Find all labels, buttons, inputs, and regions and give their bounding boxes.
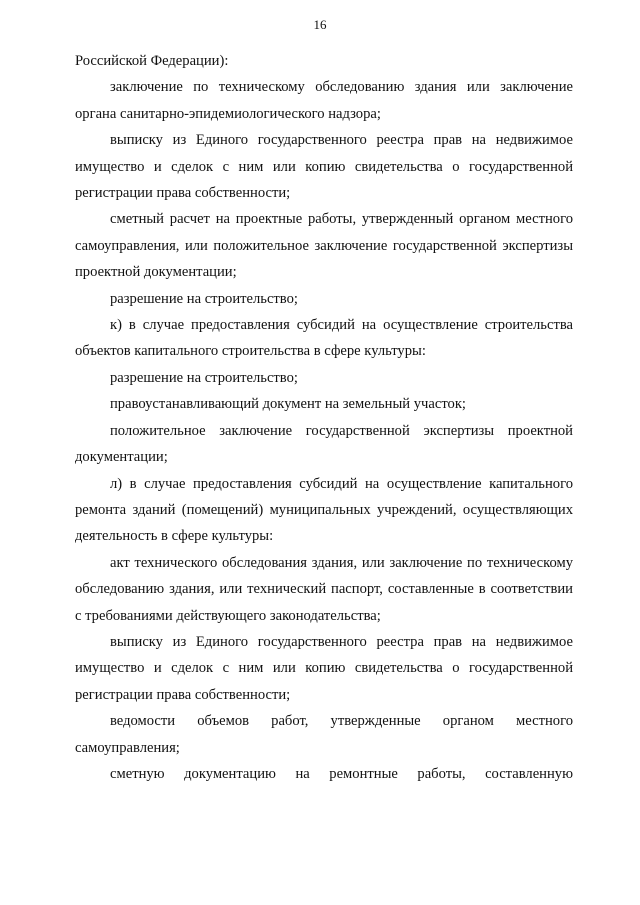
paragraph: разрешение на строительство; bbox=[110, 369, 298, 386]
document-body bbox=[75, 48, 573, 787]
paragraph: сметный расчет на проектные работы, утвержденный органом местного самоуправления, или положительное заключение государственной экспертизы проектной документации; bbox=[75, 211, 573, 281]
paragraph: разрешение на строительство; bbox=[110, 290, 298, 307]
paragraph: выписку из Единого государственного реестра прав на недвижимое имущество и сделок с ним или копию свидетельства о государственной регистрации права собственности; bbox=[75, 132, 573, 202]
paragraph: сметную документацию на ремонтные работы, составленную bbox=[110, 765, 573, 782]
paragraph: акт технического обследования здания, или заключение по техническому обследованию здания, или технический паспорт, составленные в соответствии с требованиями действующего законодательства; bbox=[75, 554, 573, 624]
paragraph: Российской Федерации): bbox=[75, 53, 229, 69]
page-number: 16 bbox=[313, 17, 327, 32]
paragraph: положительное заключение государственной экспертизы проектной документации; bbox=[75, 422, 573, 466]
paragraph: л) в случае предоставления субсидий на осуществление капитального ремонта зданий (помещений) муниципальных учреждений, осуществляющих деятельность в сфере культуры: bbox=[75, 475, 573, 545]
paragraph: выписку из Единого государственного реестра прав на недвижимое имущество и сделок с ним или копию свидетельства о государственной регистрации права собственности; bbox=[75, 633, 573, 703]
paragraph: заключение по техническому обследованию здания или заключение органа санитарно-эпидемиологического надзора; bbox=[75, 79, 573, 122]
paragraph: правоустанавливающий документ на земельный участок; bbox=[110, 396, 466, 413]
paragraph: ведомости объемов работ, утвержденные органом местного самоуправления; bbox=[75, 713, 573, 756]
paragraph: к) в случае предоставления субсидий на осуществление строительства объектов капитального строительства в сфере культуры: bbox=[75, 317, 573, 360]
